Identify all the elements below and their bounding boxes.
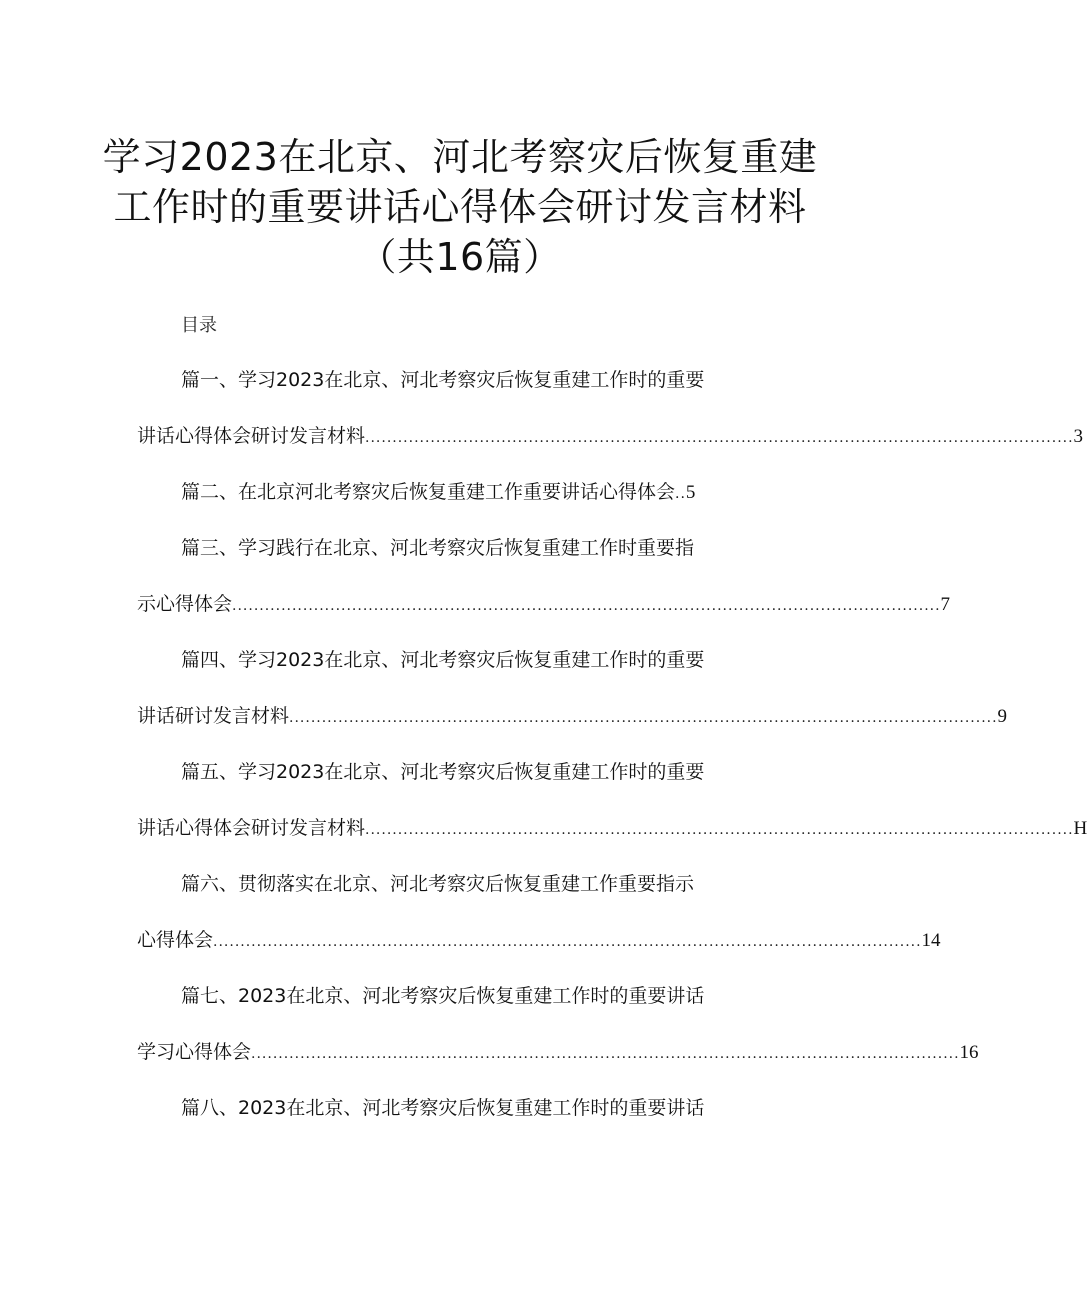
document-title — [0, 132, 920, 282]
toc-entry-4-line-1: 篇四、学习2023在北京、河北考察灾后恢复重建工作时的重要 — [181, 649, 705, 671]
toc-dot-leader: .................................................................................................................................. — [251, 1046, 960, 1062]
toc-entry-1-text: 讲话心得体会研讨发言材料 — [137, 425, 366, 447]
toc-entry-5-text: 讲话心得体会研讨发言材料 — [137, 817, 366, 839]
toc-entry-5-line-2 — [137, 814, 1087, 844]
toc-entry-1-line-1: 篇一、学习2023在北京、河北考察灾后恢复重建工作时的重要 — [181, 369, 705, 391]
toc-entry-8-line-1: 篇八、2023在北京、河北考察灾后恢复重建工作时的重要讲话 — [181, 1097, 705, 1119]
toc-dot-leader: .................................................................................................................................. — [213, 934, 922, 950]
toc-entry-6-text: 心得体会 — [137, 929, 214, 951]
toc-entry-5-page: H — [1073, 818, 1087, 839]
toc-heading: 目录 — [181, 315, 217, 336]
toc-entry-7-text: 学习心得体会 — [137, 1041, 252, 1063]
toc-entry-7-line-2 — [137, 1038, 979, 1068]
toc-entry-5-line-1: 篇五、学习2023在北京、河北考察灾后恢复重建工作时的重要 — [181, 761, 705, 783]
toc-entry-3-page: 7 — [940, 594, 951, 615]
toc-entry-4-text: 讲话研讨发言材料 — [137, 705, 290, 727]
toc-dot-leader: .................................................................................................................................. — [365, 430, 1074, 446]
title-line-3: （共16篇） — [358, 235, 562, 279]
toc-entry-1-page: 3 — [1073, 426, 1084, 447]
toc-entry-3-line-1: 篇三、学习践行在北京、河北考察灾后恢复重建工作时重要指 — [181, 537, 695, 559]
toc-entry-6-line-2 — [137, 926, 941, 956]
toc-entry-2 — [181, 478, 741, 508]
toc-entry-7-page: 16 — [959, 1042, 979, 1063]
toc-entry-2-text: 篇二、在北京河北考察灾后恢复重建工作重要讲话心得体会 — [181, 481, 676, 503]
toc-entry-3-line-2 — [137, 590, 951, 620]
toc-entry-2-page: 5 — [685, 482, 696, 503]
toc-dot-leader: .................................................................................................................................. — [365, 822, 1074, 838]
toc-entry-7-line-1: 篇七、2023在北京、河北考察灾后恢复重建工作时的重要讲话 — [181, 985, 705, 1007]
toc-entry-6-page: 14 — [921, 930, 941, 951]
title-line-2: 工作时的重要讲话心得体会研讨发言材料 — [113, 185, 807, 229]
toc-dot-leader: .................................................................................................................................. — [289, 710, 998, 726]
toc-dot-leader: .. — [675, 486, 686, 502]
toc-entry-4-line-2 — [137, 702, 1008, 732]
title-line-1: 学习2023在北京、河北考察灾后恢复重建 — [102, 135, 818, 179]
toc-dot-leader: .................................................................................................................................. — [232, 598, 941, 614]
toc-entry-6-line-1: 篇六、贯彻落实在北京、河北考察灾后恢复重建工作重要指示 — [181, 873, 695, 895]
toc-entry-4-page: 9 — [997, 706, 1008, 727]
toc-entry-1-line-2 — [137, 422, 1084, 452]
toc-entry-3-text: 示心得体会 — [137, 593, 233, 615]
